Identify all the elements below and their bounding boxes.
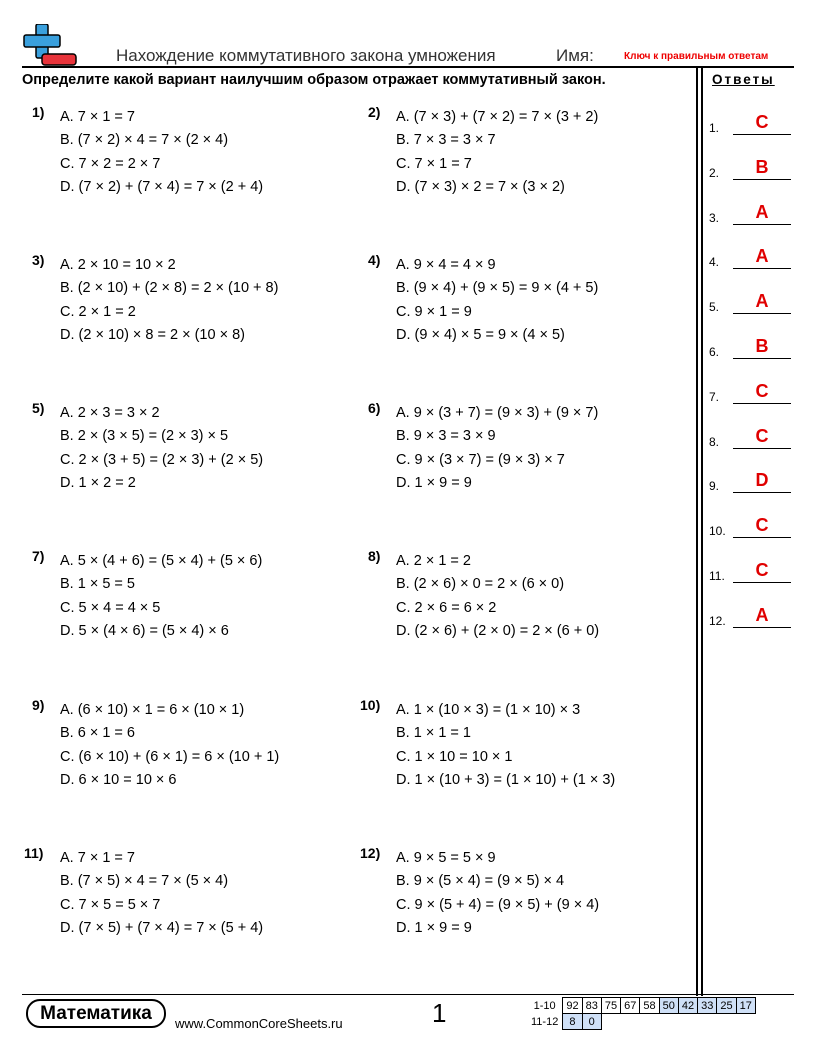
answer-option: D. 1 × (10 + 3) = (1 × 10) + (1 × 3) xyxy=(396,771,616,788)
name-label: Имя: xyxy=(556,46,594,65)
answer-letter: B xyxy=(755,156,769,177)
answer-blank-line xyxy=(733,582,791,583)
answer-option: C. 7 × 1 = 7 xyxy=(396,155,472,172)
answer-option: D. 5 × (4 × 6) = (5 × 4) × 6 xyxy=(60,622,229,639)
answer-option: A. (7 × 3) + (7 × 2) = 7 × (3 + 2) xyxy=(396,109,599,125)
answer-option: D. (2 × 6) + (2 × 0) = 2 × (6 + 0) xyxy=(396,622,600,639)
problem-number: 6) xyxy=(368,400,381,416)
answer-number: 11. xyxy=(709,569,725,583)
answer-number: 6. xyxy=(709,345,720,359)
answer-option: B. 6 × 1 = 6 xyxy=(60,725,135,742)
answer-letter: D xyxy=(755,470,769,491)
answer-number: 12. xyxy=(709,613,726,628)
problem-number: 12) xyxy=(360,845,381,861)
answer-letter: C xyxy=(755,515,769,536)
answer-option: A. 1 × (10 × 3) = (1 × 10) × 3 xyxy=(396,702,581,718)
answer-row xyxy=(709,514,795,538)
score-row-label: 1-10 xyxy=(533,999,556,1012)
answer-blank-line xyxy=(733,268,791,269)
problem-number: 7) xyxy=(32,548,45,564)
answer-option: B. (2 × 6) × 0 = 2 × (6 × 0) xyxy=(396,576,565,593)
answer-option: D. (7 × 3) × 2 = 7 × (3 × 2) xyxy=(396,178,565,195)
problem-number: 11) xyxy=(24,845,44,861)
worksheet-title: Нахождение коммутативного закона умножения xyxy=(116,46,496,65)
plus-minus-logo-icon xyxy=(22,24,78,68)
answer-option: D. 1 × 9 = 9 xyxy=(396,474,472,491)
answer-options xyxy=(60,402,263,495)
answer-number: 2. xyxy=(709,165,720,180)
score-cell: 25 xyxy=(717,998,736,1014)
score-cell: 0 xyxy=(582,1014,601,1030)
answer-number: 4. xyxy=(709,255,720,270)
answer-options xyxy=(60,254,278,347)
answer-letter: C xyxy=(755,560,769,580)
answer-option: D. 6 × 10 = 10 × 6 xyxy=(60,771,177,788)
answer-letter: A xyxy=(755,201,769,222)
answer-row xyxy=(709,290,795,314)
answer-option: B. (2 × 10) + (2 × 8) = 2 × (10 + 8) xyxy=(60,280,279,297)
answer-options xyxy=(396,550,599,643)
answer-options xyxy=(396,254,598,347)
answer-option: C. (6 × 10) + (6 × 1) = 6 × (10 + 1) xyxy=(60,748,280,765)
answer-option: C. 2 × 6 = 6 × 2 xyxy=(396,599,497,616)
answer-row xyxy=(709,559,795,583)
answer-option: A. 5 × (4 + 6) = (5 × 4) + (5 × 6) xyxy=(60,553,263,569)
answer-blank-line xyxy=(733,627,791,628)
answer-row xyxy=(709,201,795,225)
score-cell: 75 xyxy=(601,998,620,1014)
answer-option: B. 7 × 3 = 3 × 7 xyxy=(396,132,496,149)
answer-blank-line xyxy=(733,492,791,493)
answer-option: B. 2 × (3 × 5) = (2 × 3) × 5 xyxy=(60,428,229,445)
answer-option: A. 9 × 5 = 5 × 9 xyxy=(396,850,496,866)
answer-row xyxy=(709,425,795,449)
answer-letter: A xyxy=(755,246,769,267)
answer-options xyxy=(396,847,599,940)
answer-blank-line xyxy=(733,358,791,359)
answer-column-rule-right xyxy=(701,66,703,996)
problem-number: 4) xyxy=(368,252,381,268)
answer-option: B. (7 × 5) × 4 = 7 × (5 × 4) xyxy=(60,873,229,890)
answer-option: A. 9 × 4 = 4 × 9 xyxy=(396,257,496,273)
answer-letter: C xyxy=(755,425,769,446)
answer-number: 5. xyxy=(709,300,720,315)
answer-letter: A xyxy=(755,291,769,312)
score-row-label: 11-12 xyxy=(531,1015,559,1028)
answer-row xyxy=(709,156,795,180)
answer-number: 9. xyxy=(709,479,720,494)
score-row xyxy=(528,1014,755,1030)
answer-row xyxy=(709,380,795,404)
answer-letter: B xyxy=(755,336,769,356)
site-url: www.CommonCoreSheets.ru xyxy=(175,1016,343,1031)
answer-options xyxy=(60,550,262,643)
answer-option: A. 2 × 10 = 10 × 2 xyxy=(60,257,176,273)
answers-heading: Ответы xyxy=(712,72,775,87)
answer-blank-line xyxy=(733,403,791,404)
score-cell: 17 xyxy=(736,998,755,1014)
problem-number: 9) xyxy=(32,697,45,713)
answer-row xyxy=(709,469,795,493)
answer-option: D. (7 × 5) + (7 × 4) = 7 × (5 + 4) xyxy=(60,919,264,936)
answer-option: B. 9 × (5 × 4) = (9 × 5) × 4 xyxy=(396,873,565,890)
problem-number: 10) xyxy=(360,697,381,713)
answer-blank-line xyxy=(733,179,791,180)
score-cell: 8 xyxy=(563,1014,582,1030)
answer-option: B. 1 × 5 = 5 xyxy=(60,576,135,593)
instructions: Определите какой вариант наилучшим образом отражает коммутативный закон. xyxy=(22,72,606,88)
score-cell: 33 xyxy=(698,998,717,1014)
answer-blank-line xyxy=(733,313,791,314)
answer-option: A. (6 × 10) × 1 = 6 × (10 × 1) xyxy=(60,702,245,718)
answer-column-rule-left xyxy=(696,66,698,996)
answer-options xyxy=(60,847,263,940)
problem-number: 1) xyxy=(32,104,45,120)
answer-number: 3. xyxy=(709,210,720,225)
answer-letter: C xyxy=(755,380,769,401)
answer-letter: A xyxy=(755,604,769,625)
score-cell: 58 xyxy=(640,998,659,1014)
answer-options xyxy=(60,699,279,792)
problem-number: 8) xyxy=(368,548,381,564)
score-cell: 50 xyxy=(659,998,678,1014)
answer-number: 10. xyxy=(709,524,726,539)
score-table xyxy=(528,997,756,1030)
answer-option: C. 2 × 1 = 2 xyxy=(60,303,136,320)
page-number: 1 xyxy=(432,998,447,1028)
answer-number: 7. xyxy=(709,389,720,404)
answer-option: A. 7 × 1 = 7 xyxy=(60,109,135,125)
answer-option: C. 2 × (3 + 5) = (2 × 3) + (2 × 5) xyxy=(60,451,264,468)
answer-option: D. 1 × 2 = 2 xyxy=(60,474,136,491)
answer-option: D. 1 × 9 = 9 xyxy=(396,919,472,936)
answer-row xyxy=(709,604,795,628)
problem-number: 3) xyxy=(32,252,45,268)
answer-option: A. 9 × (3 + 7) = (9 × 3) + (9 × 7) xyxy=(396,405,599,421)
answer-row xyxy=(709,335,795,359)
score-cell: 92 xyxy=(563,998,582,1014)
answer-option: D. (2 × 10) × 8 = 2 × (10 × 8) xyxy=(60,326,245,343)
answer-option: C. 7 × 2 = 2 × 7 xyxy=(60,155,161,172)
header-divider xyxy=(22,66,794,68)
answer-option: B. 1 × 1 = 1 xyxy=(396,725,471,742)
score-cell: 67 xyxy=(621,998,640,1014)
answer-option: A. 7 × 1 = 7 xyxy=(60,850,135,866)
answer-options xyxy=(396,106,598,199)
footer-divider xyxy=(22,994,794,995)
answer-blank-line xyxy=(733,224,791,225)
answer-row xyxy=(709,111,795,135)
answer-option: D. (9 × 4) × 5 = 9 × (4 × 5) xyxy=(396,326,565,343)
answer-letter: C xyxy=(755,112,769,132)
answer-option: C. 9 × (3 × 7) = (9 × 3) × 7 xyxy=(396,451,565,468)
answer-option: C. 9 × 1 = 9 xyxy=(396,303,472,320)
answer-option: C. 7 × 5 = 5 × 7 xyxy=(60,896,161,913)
answer-option: A. 2 × 1 = 2 xyxy=(396,553,471,569)
answer-blank-line xyxy=(733,134,791,135)
answer-option: C. 5 × 4 = 4 × 5 xyxy=(60,599,161,616)
answer-blank-line xyxy=(733,537,791,538)
answer-key-label: Ключ к правильным ответам xyxy=(624,51,769,62)
answer-number: 1. xyxy=(709,121,720,135)
answer-options xyxy=(60,106,263,199)
problem-number: 2) xyxy=(368,104,381,120)
answer-row xyxy=(709,245,795,269)
brand-badge: Математика xyxy=(26,999,166,1028)
score-cell: 83 xyxy=(582,998,601,1014)
answer-number: 8. xyxy=(709,434,720,449)
answer-option: B. (7 × 2) × 4 = 7 × (2 × 4) xyxy=(60,132,229,149)
answer-option: C. 9 × (5 + 4) = (9 × 5) + (9 × 4) xyxy=(396,896,600,913)
score-row xyxy=(528,998,755,1014)
problem-number: 5) xyxy=(32,400,45,416)
score-cell: 42 xyxy=(678,998,697,1014)
answer-option: A. 2 × 3 = 3 × 2 xyxy=(60,405,160,421)
answer-blank-line xyxy=(733,448,791,449)
answer-option: D. (7 × 2) + (7 × 4) = 7 × (2 + 4) xyxy=(60,178,264,195)
answer-options xyxy=(396,402,598,495)
answer-option: B. (9 × 4) + (9 × 5) = 9 × (4 + 5) xyxy=(396,280,599,297)
answer-option: C. 1 × 10 = 10 × 1 xyxy=(396,748,513,765)
answer-options xyxy=(396,699,615,792)
answer-option: B. 9 × 3 = 3 × 9 xyxy=(396,428,496,445)
